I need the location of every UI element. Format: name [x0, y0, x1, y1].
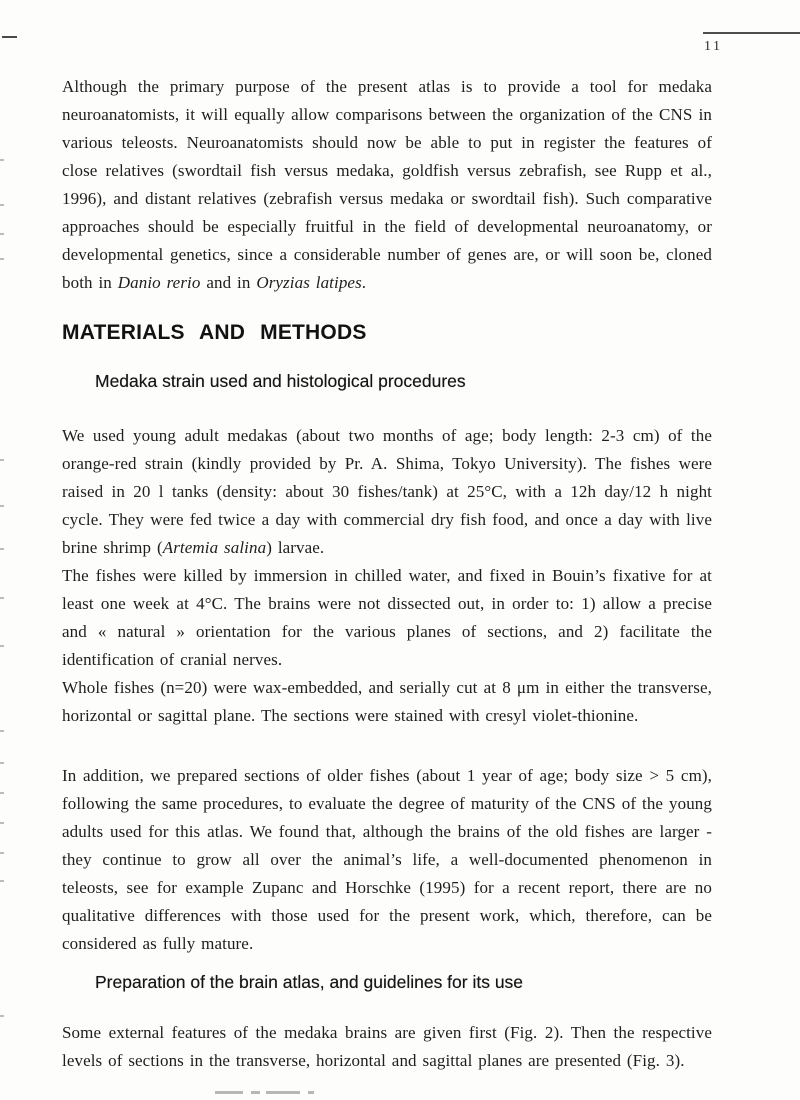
- scan-artifact-tick: [0, 730, 4, 732]
- scan-artifact-tick: [0, 792, 4, 794]
- scan-artifact-tick: [0, 852, 4, 854]
- page-number: 11: [704, 39, 723, 54]
- scan-artifact-bottom-dash: [251, 1091, 260, 1094]
- paragraph-fixation: The fishes were killed by immersion in chilled water, and fixed in Bouin’s fixative for at least one week at 4°C. The brains were not dissected out, in order to: 1) allow a precise and « natural » orientation for the various planes of sections, and 2) facilitate the identification of cranial nerves.: [62, 566, 712, 669]
- scan-artifact-bottom-dash: [215, 1091, 243, 1094]
- scan-artifact-tick: [0, 645, 4, 647]
- scan-artifact-tick: [0, 597, 4, 599]
- scan-artifact-tick: [0, 159, 4, 161]
- scan-artifact-tick: [0, 505, 4, 507]
- subsection-heading-preparation: Preparation of the brain atlas, and guidelines for its use: [95, 972, 524, 992]
- subsection-heading-medaka-strain: Medaka strain used and histological procedures: [95, 371, 466, 391]
- scan-artifact-bottom-dash: [266, 1091, 300, 1094]
- paragraph-sectioning: Whole fishes (n=20) were wax-embedded, and serially cut at 8 μm in either the transverse, horizontal or sagittal plane. The sections were stained with cresyl violet-thionine.: [62, 678, 712, 725]
- paragraph-intro: Although the primary purpose of the present atlas is to provide a tool for medaka neuroanatomists, it will equally allow comparisons between the organization of the CNS in various teleosts. Neuroanatomists should now be able to put in register the features of close relatives (swordtail fish versus medaka, goldfish versus zebrafish, see Rupp et al., 1996), and distant relatives (zebrafish versus medaka or swordtail fish). Such comparative approaches should be especially fruitful in the field of developmental neuroanatomy, or developmental genetics, since a considerable number of genes are, or will soon be, cloned both in Danio rerio and in Oryzias latipes.: [62, 77, 712, 292]
- scan-artifact-tick: [0, 822, 4, 824]
- scan-artifact-tick: [0, 258, 4, 260]
- scan-artifact-tick: [0, 204, 4, 206]
- scan-artifact-dash: [2, 36, 17, 38]
- scan-artifact-tick: [0, 459, 4, 461]
- top-right-rule: [703, 32, 800, 34]
- paragraph-atlas-overview: Some external features of the medaka brains are given first (Fig. 2). Then the respective levels of sections in the transverse, horizontal and sagittal planes are presented (Fig. 3).: [62, 1023, 712, 1070]
- section-heading-materials-and-methods: MATERIALS AND METHODS: [62, 321, 367, 344]
- scan-artifact-tick: [0, 762, 4, 764]
- scan-artifact-bottom-dash: [308, 1091, 314, 1094]
- scan-artifact-tick: [0, 548, 4, 550]
- paragraph-husbandry: We used young adult medakas (about two months of age; body length: 2-3 cm) of the orange-red strain (kindly provided by Pr. A. Shima, Tokyo University). The fishes were raised in 20 l tanks (density: about 30 fishes/tank) at 25°C, with a 12h day/12 h night cycle. They were fed twice a day with commercial dry fish food, and once a day with live brine shrimp (Artemia salina) larvae.: [62, 426, 712, 557]
- page-content: [62, 73, 712, 1075]
- scan-artifact-tick: [0, 880, 4, 882]
- scan-artifact-tick: [0, 1015, 4, 1017]
- paragraph-older-fishes: In addition, we prepared sections of older fishes (about 1 year of age; body size > 5 cm), following the same procedures, to evaluate the degree of maturity of the CNS of the young adults used for this atlas. We found that, although the brains of the old fishes are larger -they continue to grow all over the animal’s life, a well-documented phenomenon in teleosts, see for example Zupanc and Horschke (1995) for a recent report, there are no qualitative differences with those used for the present work, which, therefore, can be considered as fully mature.: [62, 766, 712, 953]
- scan-artifact-tick: [0, 233, 4, 235]
